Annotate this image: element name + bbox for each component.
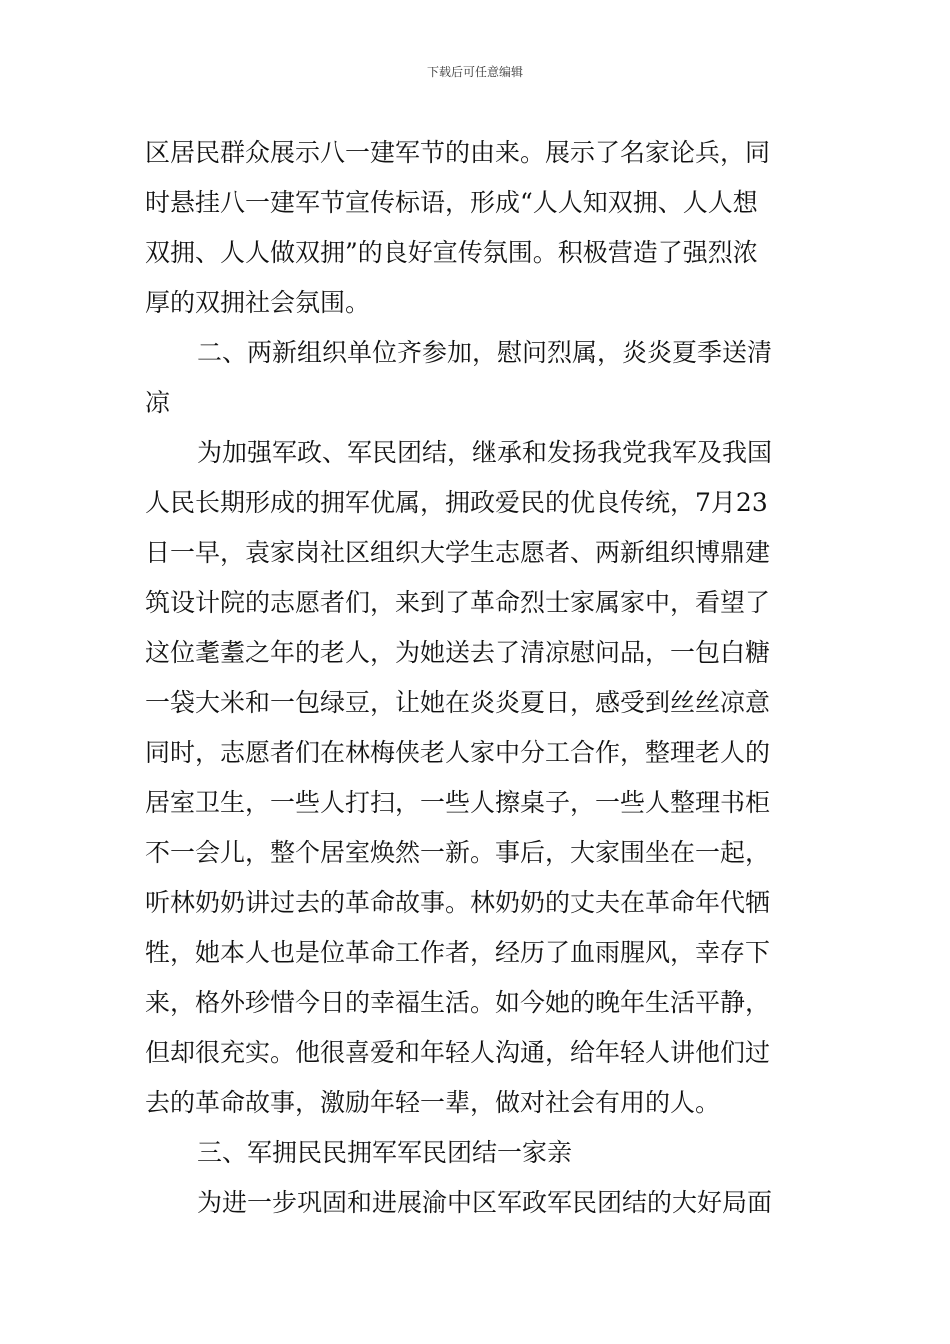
text-line: 不一会儿，整个居室焕然一新。事后，大家围坐在一起， <box>145 838 771 867</box>
text-line: 时悬挂八一建军节宣传标语，形成“人人知双拥、人人想 <box>145 188 758 217</box>
paragraph-start: 为进一步巩固和进展渝中区军政军民团结的大好局面 <box>197 1188 773 1217</box>
section-heading: 三、军拥民民拥军军民团结一家亲 <box>197 1138 573 1167</box>
text-line: 听林奶奶讲过去的革命故事。林奶奶的丈夫在革命年代牺 <box>145 888 771 917</box>
text-line: 双拥、人人做双拥”的良好宣传氛围。积极营造了强烈浓 <box>145 238 758 267</box>
text-line: 居室卫生，一些人打扫，一些人擦桌子，一些人整理书柜 <box>145 788 771 817</box>
text-line: 日一早，袁家岗社区组织大学生志愿者、两新组织博鼎建 <box>145 538 771 567</box>
paragraph-start: 为加强军政、军民团结，继承和发扬我党我军及我国 <box>197 438 773 467</box>
text-line: 来，格外珍惜今日的幸福生活。如今她的晚年生活平静， <box>145 988 771 1017</box>
text-line: 凉 <box>145 388 171 417</box>
text-line: 筑设计院的志愿者们，来到了革命烈士家属家中，看望了 <box>145 588 771 617</box>
text-line: 同时，志愿者们在林梅侠老人家中分工合作，整理老人的 <box>145 738 771 767</box>
text-line: 厚的双拥社会氛围。 <box>145 288 371 317</box>
page-header: 下载后可任意编辑 <box>426 65 523 79</box>
text-line: 这位耄耋之年的老人，为她送去了清凉慰问品，一包白糖 <box>145 638 771 667</box>
text-line: 但却很充实。他很喜爱和年轻人沟通，给年轻人讲他们过 <box>145 1038 771 1067</box>
text-line: 一袋大米和一包绿豆，让她在炎炎夏日，感受到丝丝凉意 <box>145 688 771 717</box>
section-heading: 二、两新组织单位齐参加，慰问烈属，炎炎夏季送清 <box>197 338 773 367</box>
text-line: 人民长期形成的拥军优属，拥政爱民的优良传统，7月23 <box>145 488 768 517</box>
text-line: 区居民群众展示八一建军节的由来。展示了名家论兵，同 <box>145 138 771 167</box>
document-body <box>145 128 810 1228</box>
text-line: 牲，她本人也是位革命工作者，经历了血雨腥风，幸存下 <box>145 938 771 967</box>
text-line: 去的革命故事，激励年轻一辈，做对社会有用的人。 <box>145 1088 721 1117</box>
